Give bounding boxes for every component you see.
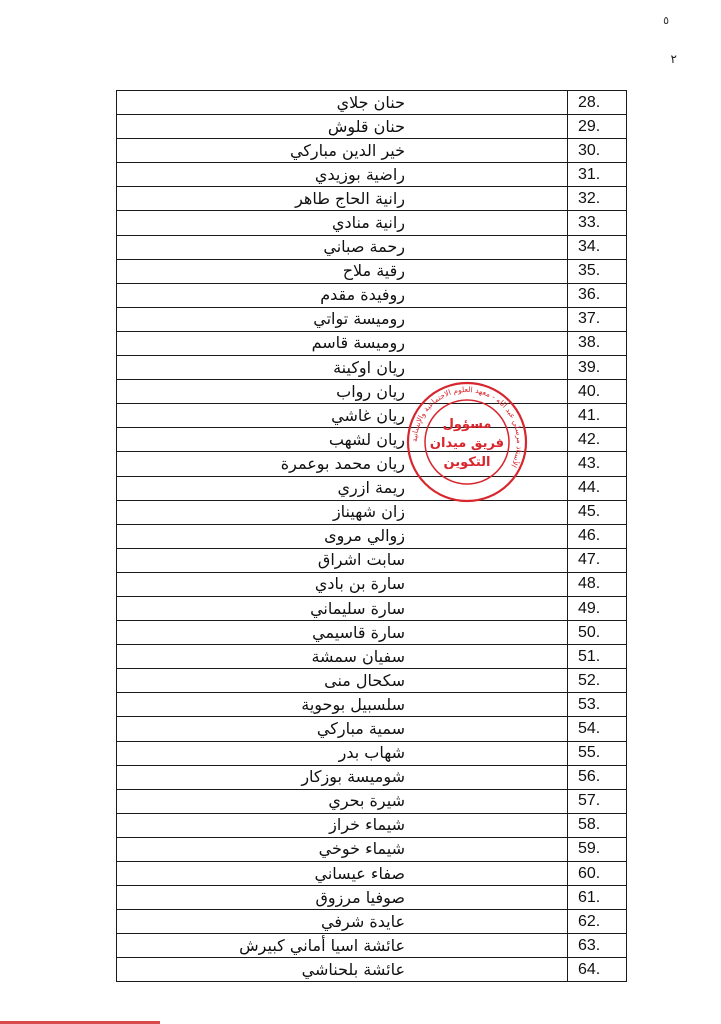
row-number: 37. xyxy=(568,307,627,331)
table-row xyxy=(117,741,627,765)
page-mark: ٥ xyxy=(663,14,669,27)
table-row xyxy=(117,862,627,886)
table-row xyxy=(117,235,627,259)
student-name: خير الدين مباركي xyxy=(117,139,568,163)
row-number: 35. xyxy=(568,259,627,283)
student-name: ريان رواب xyxy=(117,380,568,404)
row-number: 59. xyxy=(568,837,627,861)
table-row xyxy=(117,813,627,837)
table-row xyxy=(117,476,627,500)
row-number: 29. xyxy=(568,115,627,139)
row-number: 34. xyxy=(568,235,627,259)
row-number: 64. xyxy=(568,958,627,982)
row-number: 54. xyxy=(568,717,627,741)
table-row xyxy=(117,596,627,620)
row-number: 28. xyxy=(568,91,627,115)
row-number: 48. xyxy=(568,572,627,596)
student-name: زوالي مروى xyxy=(117,524,568,548)
student-name: سارة قاسيمي xyxy=(117,621,568,645)
table-row xyxy=(117,669,627,693)
row-number: 45. xyxy=(568,500,627,524)
row-number: 55. xyxy=(568,741,627,765)
table-row xyxy=(117,693,627,717)
table-row xyxy=(117,765,627,789)
row-number: 53. xyxy=(568,693,627,717)
table-row xyxy=(117,307,627,331)
student-name: ريان غاشي xyxy=(117,404,568,428)
row-number: 60. xyxy=(568,862,627,886)
student-name: ريان اوكينة xyxy=(117,356,568,380)
table-row xyxy=(117,524,627,548)
row-number: 42. xyxy=(568,428,627,452)
student-name: سارة سليماني xyxy=(117,596,568,620)
student-name: زان شهيناز xyxy=(117,500,568,524)
row-number: 51. xyxy=(568,645,627,669)
table-row xyxy=(117,934,627,958)
table-row xyxy=(117,910,627,934)
table-row xyxy=(117,163,627,187)
stamp-line-1: مسؤول xyxy=(442,417,492,432)
row-number: 57. xyxy=(568,789,627,813)
table-row xyxy=(117,380,627,404)
student-name: روميسة قاسم xyxy=(117,331,568,355)
stamp-line-3: التكوين xyxy=(443,455,491,470)
student-name: سارة بن بادي xyxy=(117,572,568,596)
row-number: 33. xyxy=(568,211,627,235)
student-name: رانية منادي xyxy=(117,211,568,235)
row-number: 46. xyxy=(568,524,627,548)
row-number: 44. xyxy=(568,476,627,500)
table-row xyxy=(117,645,627,669)
row-number: 52. xyxy=(568,669,627,693)
student-name: صفاء عيساني xyxy=(117,862,568,886)
student-name: سفيان سمشة xyxy=(117,645,568,669)
row-number: 61. xyxy=(568,886,627,910)
row-number: 50. xyxy=(568,621,627,645)
student-name: روفيدة مقدم xyxy=(117,283,568,307)
student-name: شيرة بحري xyxy=(117,789,568,813)
table-row xyxy=(117,139,627,163)
row-number: 31. xyxy=(568,163,627,187)
student-name: سلسبيل بوحوية xyxy=(117,693,568,717)
table-row xyxy=(117,283,627,307)
table-row xyxy=(117,259,627,283)
student-name: حنان قلوش xyxy=(117,115,568,139)
row-number: 47. xyxy=(568,548,627,572)
page-number: ٢ xyxy=(670,52,677,66)
student-name: روميسة تواتي xyxy=(117,307,568,331)
table-row xyxy=(117,211,627,235)
table-row xyxy=(117,331,627,355)
student-name: شوميسة بوزكار xyxy=(117,765,568,789)
official-stamp xyxy=(405,380,529,504)
table-row xyxy=(117,356,627,380)
table-row xyxy=(117,452,627,476)
student-name: راضية بوزيدي xyxy=(117,163,568,187)
row-number: 39. xyxy=(568,356,627,380)
stamp-ring-text: الأستاذ مرسلي عبد الله - معهد العلوم الاجتماعية والإنسانية xyxy=(409,384,525,469)
row-number: 43. xyxy=(568,452,627,476)
student-name: شيماء خوخي xyxy=(117,837,568,861)
row-number: 36. xyxy=(568,283,627,307)
student-name: رحمة صباني xyxy=(117,235,568,259)
table-row xyxy=(117,837,627,861)
student-name: صوفيا مرزوق xyxy=(117,886,568,910)
row-number: 30. xyxy=(568,139,627,163)
table-row xyxy=(117,500,627,524)
names-table xyxy=(116,90,627,982)
table-row xyxy=(117,548,627,572)
student-name: شيماء خراز xyxy=(117,813,568,837)
student-name: سابت اشراق xyxy=(117,548,568,572)
student-name: رانية الحاج طاهر xyxy=(117,187,568,211)
table-row xyxy=(117,115,627,139)
names-table-body xyxy=(117,91,627,982)
student-name: عائشة اسيا أماني كبيرش xyxy=(117,934,568,958)
student-name: حنان جلاي xyxy=(117,91,568,115)
student-name: عايدة شرفي xyxy=(117,910,568,934)
student-name: سمية مباركي xyxy=(117,717,568,741)
table-row xyxy=(117,187,627,211)
student-name: ريان لشهب xyxy=(117,428,568,452)
row-number: 58. xyxy=(568,813,627,837)
table-row xyxy=(117,404,627,428)
table-row xyxy=(117,789,627,813)
row-number: 40. xyxy=(568,380,627,404)
student-name: عائشة بلحناشي xyxy=(117,958,568,982)
stamp-line-2: فريق ميدان xyxy=(429,436,505,451)
table-row xyxy=(117,621,627,645)
row-number: 62. xyxy=(568,910,627,934)
table-row xyxy=(117,572,627,596)
row-number: 63. xyxy=(568,934,627,958)
table-row xyxy=(117,91,627,115)
row-number: 49. xyxy=(568,596,627,620)
student-name: شهاب بدر xyxy=(117,741,568,765)
student-name: ريمة ازري xyxy=(117,476,568,500)
table-row xyxy=(117,428,627,452)
table-row xyxy=(117,717,627,741)
student-name: سكحال منى xyxy=(117,669,568,693)
row-number: 41. xyxy=(568,404,627,428)
row-number: 56. xyxy=(568,765,627,789)
row-number: 38. xyxy=(568,331,627,355)
student-name: ريان محمد بوعمرة xyxy=(117,452,568,476)
row-number: 32. xyxy=(568,187,627,211)
table-row xyxy=(117,886,627,910)
student-name: رقية ملاح xyxy=(117,259,568,283)
table-row xyxy=(117,958,627,982)
